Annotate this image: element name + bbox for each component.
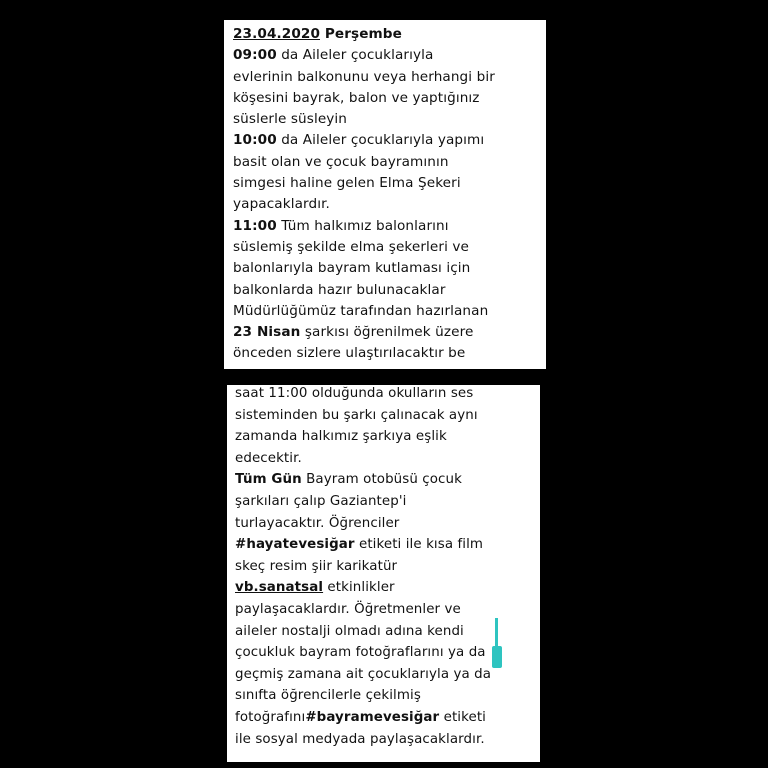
bold-text: 09:00 [233, 47, 277, 64]
line-text: şarkıları çalıp Gaziantep'i [235, 493, 407, 509]
bold-text: #hayatevesiğar [235, 537, 355, 553]
text-line [233, 67, 538, 88]
bold-text: 10:00 [233, 132, 277, 149]
text-line [235, 664, 532, 686]
text-line [235, 729, 532, 751]
text-line [233, 130, 538, 151]
line-text: yapacaklardır. [233, 196, 330, 213]
line-text: etiketi [439, 709, 487, 725]
text-line [233, 152, 538, 173]
bold-text: #bayramevesiğar [305, 709, 440, 725]
line-text: şarkısı öğrenilmek üzere [300, 324, 474, 341]
line-text: önceden sizlere ulaştırılacaktır be [233, 345, 466, 362]
line-text: geçmiş zamana ait çocuklarıyla ya da [235, 666, 492, 682]
line-text: sisteminden bu şarkı çalınacak aynı [235, 407, 478, 423]
line-text: edecektir. [235, 450, 302, 466]
line-text: turlayacaktır. Öğrenciler [235, 515, 400, 531]
text-line [233, 173, 538, 194]
text-line [233, 301, 538, 322]
line-text: evlerinin balkonunu veya herhangi bir [233, 68, 495, 85]
line-text: zamanda halkımız şarkıya eşlik [235, 429, 447, 445]
line-text: balonlarıyla bayram kutlaması için [233, 260, 471, 277]
line-text: süslerle süsleyin [233, 111, 348, 128]
text-line [235, 642, 532, 664]
text-line [233, 322, 538, 343]
line-text: simgesi haline gelen Elma Şekeri [233, 175, 461, 192]
text-line [235, 405, 532, 427]
text-line [235, 577, 532, 599]
text-line [233, 237, 538, 258]
line-text: Müdürlüğümüz tarafından hazırlanan [233, 302, 489, 319]
cursor-marker-icon [491, 618, 503, 670]
text-line [235, 469, 532, 491]
bold-text: Tüm Gün [235, 472, 302, 488]
bold-text: 23.04.2020 [233, 26, 320, 42]
line-text: Perşembe [320, 26, 402, 42]
text-line [233, 45, 538, 66]
line-text: skeç resim şiir karikatür [235, 558, 398, 574]
text-line [235, 385, 532, 405]
line-text: basit olan ve çocuk bayramının [233, 153, 449, 170]
bold-text: 23 Nisan [233, 324, 301, 341]
text-line [233, 258, 538, 279]
text-line [233, 109, 538, 130]
line-text: Tüm halkımız balonlarını [276, 217, 449, 234]
text-line [233, 88, 538, 109]
text-line [233, 194, 538, 215]
line-text: saat 11:00 olduğunda okulların ses [235, 386, 474, 401]
line-text: da Aileler çocuklarıyla yapımı [276, 132, 485, 149]
line-text: etkinlikler [323, 580, 395, 596]
text-line [235, 448, 532, 470]
text-line [235, 707, 532, 729]
text-line [235, 491, 532, 513]
line-text: etiketi ile kısa film [354, 537, 484, 553]
line-text: paylaşacaklardır. Öğretmenler ve [235, 601, 461, 617]
line-text: Bayram otobüsü çocuk [301, 472, 462, 488]
text-line [233, 280, 538, 301]
text-line [235, 685, 532, 707]
line-text: da Aileler çocuklarıyla [276, 47, 434, 64]
line-text: köşesini bayrak, balon ve yaptığınız [233, 89, 480, 106]
text-line [235, 513, 532, 535]
line-text: balkonlarda hazır bulunacaklar [233, 281, 446, 298]
text-line [233, 343, 538, 364]
text-line [235, 556, 532, 578]
line-text: sınıfta öğrencilerle çekilmiş [235, 688, 421, 704]
line-text: aileler nostalji olmadı adına kendi [235, 623, 464, 639]
line-text: ile sosyal medyada paylaşacaklardır. [235, 731, 485, 747]
bold-text: 11:00 [233, 217, 277, 234]
bold-text: vb.sanatsal [235, 580, 324, 596]
text-line [233, 216, 538, 237]
announcement-card-top [224, 20, 546, 369]
text-line [235, 599, 532, 621]
text-line [235, 621, 532, 643]
line-text: süslemiş şekilde elma şekerleri ve [233, 238, 469, 255]
text-line [235, 426, 532, 448]
line-text: çocukluk bayram fotoğraflarını ya da [235, 645, 486, 661]
text-line [235, 534, 532, 556]
announcement-card-bottom [227, 385, 540, 762]
text-line [233, 24, 538, 45]
line-text: fotoğrafını [235, 709, 306, 725]
